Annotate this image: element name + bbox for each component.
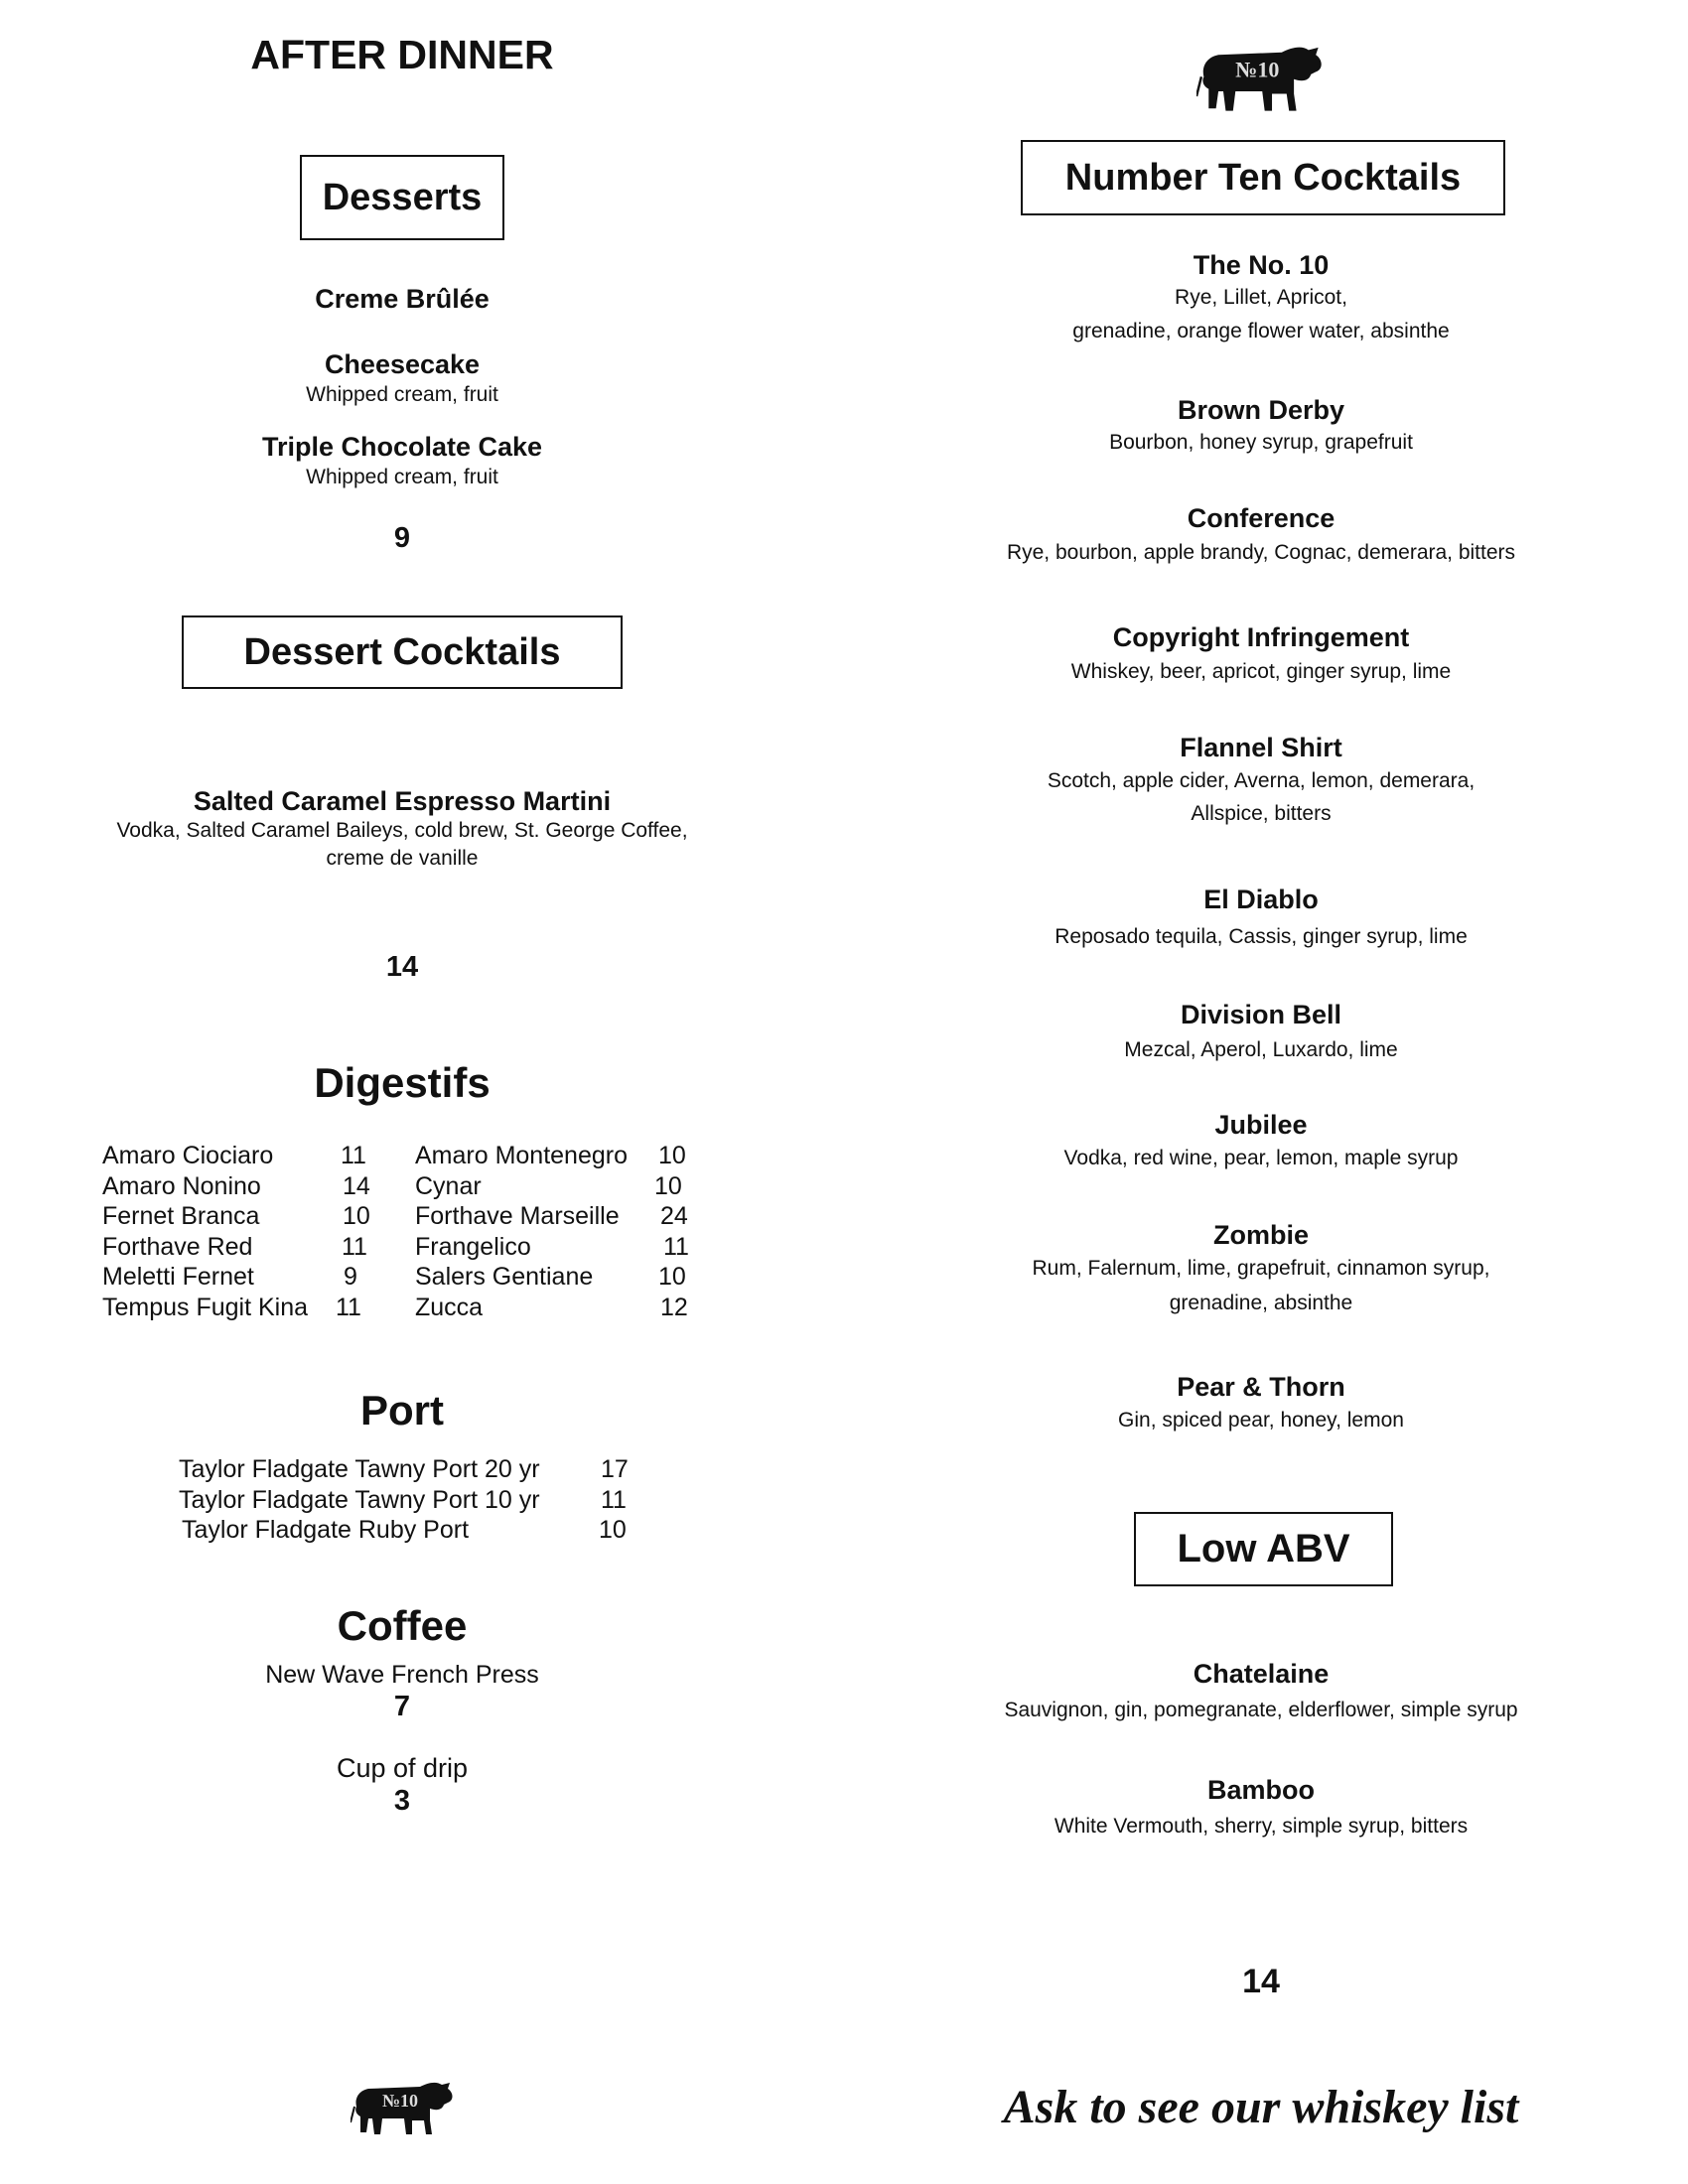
desserts-price: 9 (393, 522, 411, 554)
cocktail-name: Copyright Infringement (1112, 622, 1410, 652)
low-abv-price: 14 (1242, 1963, 1280, 2000)
digestif-name: Meletti Fernet (102, 1263, 254, 1291)
cocktail-desc: Gin, spiced pear, honey, lemon (1118, 1409, 1404, 1432)
cocktail-desc: Allspice, bitters (1191, 802, 1332, 825)
cocktail-name: El Diablo (1203, 885, 1319, 914)
cocktails-heading: Number Ten Cocktails (1021, 140, 1505, 215)
cocktail-name: Flannel Shirt (1180, 733, 1342, 762)
low-abv-item (963, 1775, 1559, 1847)
logo-text: №10 (1235, 57, 1280, 82)
digestifs-right-list (415, 1142, 693, 1323)
logo-text: №10 (381, 2091, 419, 2111)
digestif-price: 11 (341, 1142, 366, 1169)
digestifs-heading: Digestifs (314, 1059, 491, 1106)
dessert-item: Creme Brûlée (315, 284, 490, 314)
digestif-name: Amaro Nonino (102, 1171, 261, 1200)
dessert-cocktail-desc: Vodka, Salted Caramel Baileys, cold brew, St. George Coffee, (116, 819, 688, 842)
port-name: Taylor Fladgate Tawny Port 10 yr (179, 1485, 540, 1514)
list-item (415, 1263, 693, 1294)
cocktail-desc: Scotch, apple cider, Averna, lemon, demerara, (1047, 769, 1476, 792)
cocktail-item (963, 622, 1559, 691)
digestif-price: 14 (343, 1171, 370, 1200)
digestif-price: 11 (663, 1232, 689, 1261)
digestif-name: Cynar (415, 1171, 482, 1200)
cocktail-item (963, 1220, 1559, 1320)
dessert-item-desc: Whipped cream, fruit (306, 383, 498, 406)
dessert-cocktail-item (55, 786, 750, 873)
dessert-item-desc: Whipped cream, fruit (306, 466, 498, 488)
list-item (415, 1142, 693, 1172)
digestif-name: Zucca (415, 1293, 484, 1321)
dessert-cocktail-desc: creme de vanille (326, 847, 479, 870)
list-item (102, 1172, 370, 1203)
low-abv-desc: White Vermouth, sherry, simple syrup, bitters (1054, 1815, 1469, 1838)
cocktail-desc: Rye, Lillet, Apricot, (1175, 286, 1347, 309)
port-price: 11 (601, 1485, 627, 1514)
port-name: Taylor Fladgate Ruby Port (182, 1516, 470, 1544)
dessert-cocktail-name: Salted Caramel Espresso Martini (193, 786, 612, 816)
cocktail-item (963, 250, 1559, 348)
dessert-item (204, 432, 601, 492)
digestif-name: Amaro Ciociaro (102, 1142, 274, 1169)
cocktail-name: Brown Derby (1177, 395, 1345, 425)
cocktail-item (963, 733, 1559, 829)
low-abv-desc: Sauvignon, gin, pomegranate, elderflower, simple syrup (1004, 1699, 1518, 1721)
desserts-heading: Desserts (300, 155, 504, 240)
digestif-name: Fernet Branca (102, 1202, 260, 1230)
list-item (182, 1516, 638, 1547)
list-item (102, 1202, 370, 1233)
dessert-cocktails-heading: Dessert Cocktails (182, 615, 623, 689)
cocktail-item (963, 1110, 1559, 1176)
list-item (102, 1294, 370, 1324)
coffee-item (204, 1752, 601, 1818)
page-title: AFTER DINNER (250, 32, 554, 77)
port-list (179, 1455, 635, 1547)
digestif-price: 12 (660, 1293, 688, 1321)
cocktail-desc: grenadine, orange flower water, absinthe (1072, 320, 1450, 342)
cocktail-desc: Rum, Falernum, lime, grapefruit, cinnamon syrup, (1032, 1257, 1490, 1280)
cocktail-item (963, 1000, 1559, 1070)
cocktail-name: Zombie (1212, 1220, 1309, 1250)
cocktail-item (963, 1372, 1559, 1438)
coffee-name: Cup of drip (336, 1753, 469, 1783)
cocktail-name: Division Bell (1180, 1000, 1342, 1029)
digestif-name: Forthave Red (102, 1232, 253, 1261)
list-item (102, 1233, 370, 1264)
desserts-list (204, 284, 601, 315)
dessert-item-name: Cheesecake (324, 349, 481, 379)
low-abv-heading: Low ABV (1134, 1512, 1393, 1586)
digestif-name: Amaro Montenegro (415, 1142, 629, 1169)
cocktail-item (963, 395, 1559, 460)
cow-logo-icon (1196, 40, 1326, 121)
cocktail-desc: grenadine, absinthe (1169, 1292, 1353, 1314)
digestif-price: 11 (336, 1293, 361, 1321)
port-heading: Port (360, 1387, 444, 1433)
cocktail-name: Pear & Thorn (1177, 1372, 1345, 1402)
list-item (179, 1455, 635, 1486)
list-item (415, 1233, 693, 1264)
cocktail-item (963, 503, 1559, 572)
digestif-price: 10 (658, 1263, 686, 1291)
cocktail-desc: Mezcal, Aperol, Luxardo, lime (1124, 1038, 1398, 1061)
low-abv-name: Bamboo (1207, 1775, 1315, 1805)
whiskey-list-note: Ask to see our whiskey list (1003, 2081, 1519, 2133)
list-item (415, 1202, 693, 1233)
digestif-price: 10 (343, 1202, 370, 1230)
digestif-name: Forthave Marseille (415, 1202, 620, 1230)
port-price: 10 (599, 1516, 627, 1544)
digestif-price: 10 (658, 1142, 686, 1169)
digestifs-left-list (102, 1142, 370, 1323)
coffee-heading: Coffee (337, 1602, 468, 1649)
digestif-price: 9 (344, 1263, 357, 1291)
low-abv-name: Chatelaine (1193, 1659, 1330, 1689)
list-item (415, 1294, 693, 1324)
list-item (102, 1142, 370, 1172)
digestif-price: 24 (660, 1202, 688, 1230)
coffee-price: 7 (393, 1691, 411, 1722)
cocktail-desc: Bourbon, honey syrup, grapefruit (1109, 431, 1413, 454)
cocktail-name: The No. 10 (1193, 250, 1330, 280)
list-item (102, 1263, 370, 1294)
dessert-cocktails-price: 14 (385, 951, 419, 983)
cocktail-desc: Rye, bourbon, apple brandy, Cognac, demerara, bitters (1006, 541, 1516, 564)
dessert-item-name: Triple Chocolate Cake (261, 432, 543, 462)
cocktail-desc: Whiskey, beer, apricot, ginger syrup, lime (1070, 660, 1452, 683)
digestif-name: Salers Gentiane (415, 1263, 594, 1291)
port-name: Taylor Fladgate Tawny Port 20 yr (179, 1455, 540, 1483)
port-price: 17 (601, 1455, 629, 1483)
coffee-name: New Wave French Press (265, 1661, 539, 1689)
cocktail-item (963, 885, 1559, 959)
digestif-price: 11 (342, 1232, 367, 1261)
cow-logo-icon (351, 2077, 456, 2142)
list-item (415, 1172, 693, 1203)
digestif-name: Frangelico (415, 1232, 531, 1261)
cocktail-name: Jubilee (1214, 1110, 1308, 1140)
cocktail-name: Conference (1187, 503, 1336, 533)
low-abv-item (963, 1659, 1559, 1731)
coffee-item (204, 1660, 601, 1723)
dessert-item (204, 349, 601, 410)
cocktail-desc: Reposado tequila, Cassis, ginger syrup, lime (1055, 925, 1468, 948)
list-item (179, 1486, 635, 1517)
digestif-name: Tempus Fugit Kina (102, 1293, 309, 1321)
coffee-price: 3 (393, 1785, 411, 1817)
digestif-price: 10 (654, 1171, 682, 1200)
cocktail-desc: Vodka, red wine, pear, lemon, maple syrup (1063, 1147, 1459, 1169)
